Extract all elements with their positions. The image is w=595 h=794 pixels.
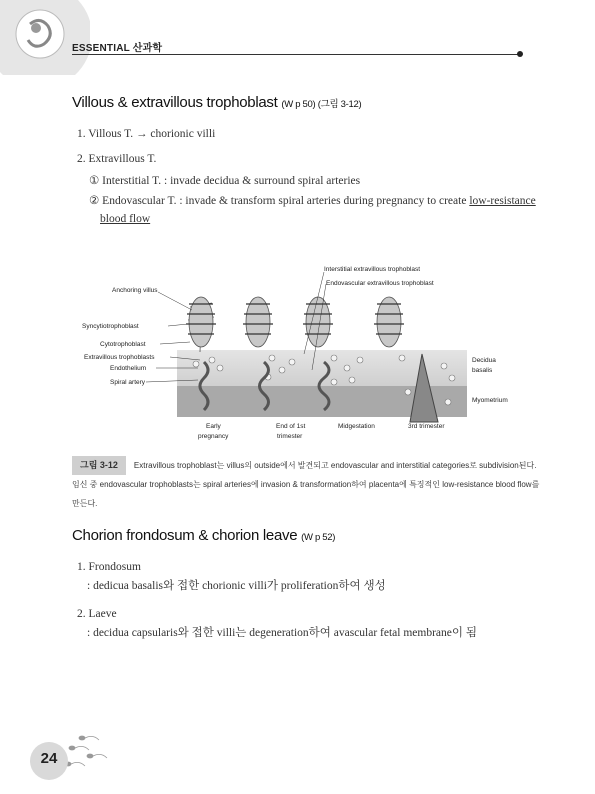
label-end-of-1st: End of 1st: [276, 423, 306, 430]
page-number: 24: [40, 750, 58, 767]
label-pregnancy: pregnancy: [198, 433, 229, 440]
label-cytotrophoblast: Cytotrophoblast: [100, 341, 146, 348]
label-3rd-trimester: 3rd trimester: [408, 423, 445, 430]
label-syncytiotrophoblast: Syncytiotrophoblast: [82, 323, 139, 330]
sperm-decoration: [60, 728, 130, 778]
list-item: 2. Extravillous T.: [77, 153, 157, 165]
label-basalis: basalis: [472, 367, 493, 374]
sub-item-endovascular-text: ② Endovascular T. : invade & transform spiral arteries during pregnancy to create: [89, 195, 470, 207]
section-title-1: [72, 94, 361, 111]
list-item-desc: : dedicua basalis와 접한 chorionic villi가 proliferation하여 생성: [87, 580, 386, 592]
section-1-title-text: Villous & extravillous trophoblast: [72, 94, 278, 111]
label-endothelium: Endothelium: [110, 365, 147, 372]
page-number-badge: [30, 742, 68, 780]
header-dot: [517, 51, 523, 57]
label-interstitial: Interstitial extravillous trophoblast: [324, 266, 421, 273]
label-extravillous: Extravillous trophoblasts: [84, 354, 155, 361]
label-myometrium: Myometrium: [472, 397, 508, 404]
label-endovascular: Endovascular extravillous trophoblast: [326, 280, 434, 287]
section-title-2: [72, 527, 335, 544]
villi-group: [188, 297, 401, 352]
caption-line-1: [72, 456, 542, 475]
caption-label: 그림 3-12: [72, 456, 126, 475]
running-header: ESSENTIAL 산과학: [72, 43, 163, 54]
label-midgestation: Midgestation: [338, 423, 375, 430]
label-spiral-artery: Spiral artery: [110, 379, 146, 386]
list-item: 1. Villous T. → chorionic villi: [77, 128, 216, 140]
corner-emblem: [0, 0, 90, 75]
caption-text-1: Extravillous trophoblast는 villus의 outside에서 발견되고 endovascular and interstitial categories로 subdivision된다.: [133, 461, 537, 470]
section-1-ref: (W p 50) (그림 3-12): [281, 99, 362, 110]
list-item: 1. Frondosum: [77, 561, 141, 573]
label-early: Early: [206, 423, 221, 430]
sub-item-interstitial: ① Interstitial T. : invade decidua & surround spiral arteries: [89, 175, 361, 187]
underlined-term-cont: blood flow: [100, 213, 151, 225]
list-item: 2. Laeve: [77, 608, 117, 620]
label-anchoring-villus: Anchoring villus: [112, 287, 158, 294]
underlined-term: low-resistance: [469, 195, 536, 207]
header-rule: [72, 54, 520, 55]
section-2-title-text: Chorion frondosum & chorion leave: [72, 527, 298, 544]
figure-caption: [72, 456, 542, 513]
sub-item-endovascular: [89, 193, 536, 209]
list-item-desc: : decidua capsularis와 접한 villi는 degeneration하여 avascular fetal membrane이 됨: [87, 627, 477, 639]
trophoblast-figure: [72, 262, 532, 442]
section-2-ref: (W p 52): [301, 532, 336, 543]
label-trimester: trimester: [277, 433, 303, 440]
caption-line-2: 임신 중 endovascular trophoblasts는 spiral arteries에 invasion & transformation하여 placenta에 특징적인 low-resistance blood flow를 만든다.: [72, 480, 540, 508]
label-decidua: Decidua: [472, 357, 496, 364]
